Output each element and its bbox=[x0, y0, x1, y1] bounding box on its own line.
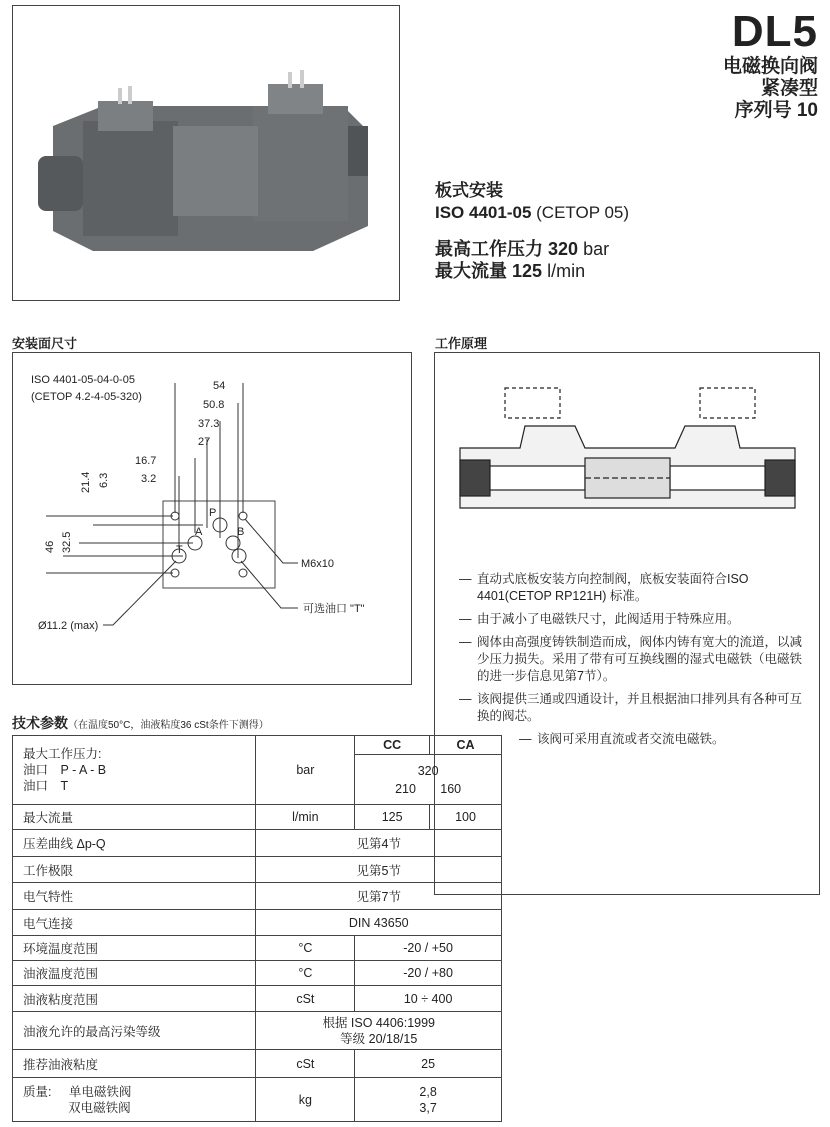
feature-item: — 该阀可采用直流或者交流电磁铁。 bbox=[519, 732, 725, 746]
specs-heading: 技术参数（在温度50°C，油液粘度36 cSt条件下测得） bbox=[12, 715, 269, 731]
mount-section-title: 安装面尺寸 bbox=[12, 336, 78, 351]
feature-item: — 该阀提供三通或四通设计，并且根据油口排列具有各种可互换的阀芯。 bbox=[459, 692, 803, 723]
mounting-surface-diagram bbox=[12, 352, 412, 685]
product-title bbox=[723, 8, 818, 122]
svg-text:46: 46 bbox=[44, 540, 56, 553]
specs-table: 最大工作压力: 油口 P - A - B 油口 T bar CC CA 320 210 160 最大流量 l/min 125 100 压差曲线 Δp-Q 见第4节 工作极限 见第5节 电气特性 见第7节 电气连接 DIN 43650 环境温度范围 °C -20 / +50 油液温度范围 °C -20 / +80 油液粘度范围 cSt 10 ÷ 400 油液允许的最高污染等级 根据 ISO 4406:1999 等级 20/18/15 推荐油液粘度 cSt 25 质量: 单电磁铁阀 双电磁铁阀 kg 2,8 3,7 bbox=[12, 735, 502, 1122]
subtitle-2: 紧凑型 bbox=[760, 78, 818, 99]
svg-text:37.3: 37.3 bbox=[198, 418, 220, 430]
svg-text:P: P bbox=[209, 507, 217, 519]
mounting-type: 板式安装 bbox=[435, 181, 503, 200]
table-row: 最大流量 l/min 125 100 bbox=[13, 805, 502, 830]
svg-text:54: 54 bbox=[213, 380, 226, 392]
svg-text:可选油口 "T": 可选油口 "T" bbox=[303, 603, 365, 615]
svg-text:16.7: 16.7 bbox=[135, 455, 157, 467]
table-row: 环境温度范围 °C -20 / +50 bbox=[13, 936, 502, 961]
table-row: 压差曲线 Δp-Q 见第4节 bbox=[13, 830, 502, 857]
series-number: 序列号 10 bbox=[734, 100, 818, 121]
table-row: 电气特性 见第7节 bbox=[13, 883, 502, 910]
svg-text:21.4: 21.4 bbox=[80, 471, 92, 493]
model-code: DL5 bbox=[731, 7, 818, 56]
feature-item: — 阀体由高强度铸铁制造而成，阀体内铸有宽大的流道，以减少压力损失。采用了带有可互换线圈的湿式电磁铁（电磁铁的进一步信息见第7节）。 bbox=[459, 635, 803, 683]
feature-item: — 由于减小了电磁铁尺寸，此阀适用于特殊应用。 bbox=[459, 612, 740, 626]
max-flow: 最大流量 125 l/min bbox=[435, 261, 586, 281]
table-row: 工作极限 见第5节 bbox=[13, 857, 502, 883]
feature-item: — 直动式底板安装方向控制阀，底板安装面符合ISO 4401(CETOP RP121H) 标准。 bbox=[459, 572, 749, 603]
std-label-1: ISO 4401-05-04-0-05 bbox=[31, 374, 135, 386]
feature-list bbox=[459, 571, 804, 754]
valve-section-drawing bbox=[445, 378, 811, 563]
mounting-info bbox=[435, 180, 629, 282]
table-row: 油液允许的最高污染等级 根据 ISO 4406:1999 等级 20/18/15 bbox=[13, 1012, 502, 1050]
table-row: 油液温度范围 °C -20 / +80 bbox=[13, 961, 502, 986]
svg-text:32.5: 32.5 bbox=[61, 531, 73, 553]
svg-text:6.3: 6.3 bbox=[98, 472, 110, 488]
svg-text:T: T bbox=[176, 544, 183, 556]
svg-text:3.2: 3.2 bbox=[141, 473, 157, 485]
svg-text:50.8: 50.8 bbox=[203, 399, 225, 411]
iso-standard: ISO 4401-05 (CETOP 05) bbox=[435, 203, 630, 222]
svg-text:A: A bbox=[195, 526, 203, 538]
svg-text:Ø11.2 (max): Ø11.2 (max) bbox=[38, 620, 99, 632]
max-pressure: 最高工作压力 320 bar bbox=[435, 239, 610, 259]
std-label-2: (CETOP 4.2-4-05-320) bbox=[31, 391, 142, 403]
table-row: 电气连接 DIN 43650 bbox=[13, 910, 502, 936]
table-row: 推荐油液粘度 cSt 25 bbox=[13, 1050, 502, 1078]
svg-text:M6x10: M6x10 bbox=[301, 558, 335, 570]
table-row: 质量: 单电磁铁阀 双电磁铁阀 kg 2,8 3,7 bbox=[13, 1078, 502, 1122]
product-photo bbox=[12, 5, 400, 301]
pressure-label: 最大工作压力: 油口 P - A - B 油口 T bbox=[13, 736, 256, 805]
svg-text:B: B bbox=[237, 526, 245, 538]
principle-section-title: 工作原理 bbox=[435, 336, 488, 351]
svg-text:27: 27 bbox=[198, 436, 211, 448]
subtitle-1: 电磁换向阀 bbox=[722, 56, 818, 77]
table-row: 油液粘度范围 cSt 10 ÷ 400 bbox=[13, 986, 502, 1012]
